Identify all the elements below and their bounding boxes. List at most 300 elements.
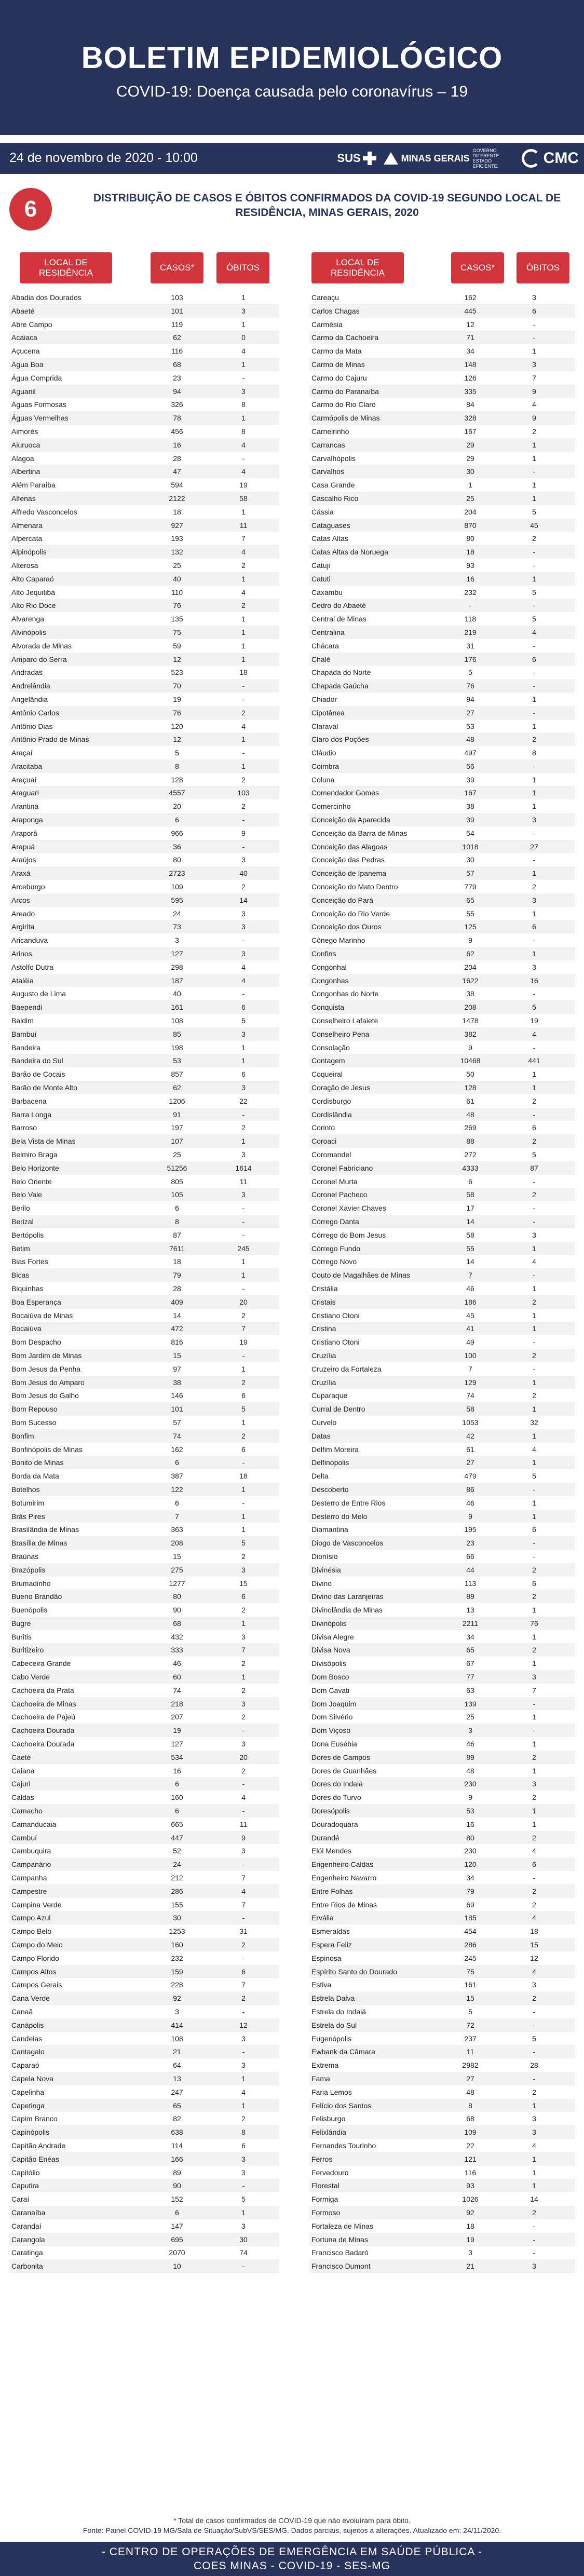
deaths-value: - [533,989,536,998]
municipality-name: Água Boa [11,360,44,369]
plus-icon [363,152,376,165]
table-row [309,2045,575,2058]
municipality-name: Conquista [311,1003,345,1012]
table-row [9,1067,279,1081]
municipality-name: Biquinhas [11,1284,44,1293]
deaths-value: 3 [241,1699,246,1708]
cases-value: 18 [466,548,474,557]
cases-value: 326 [171,400,183,409]
deaths-value: - [533,708,536,717]
deaths-value: - [533,1699,536,1708]
deaths-value: 15 [530,1941,538,1949]
footnote-source: Fonte: Painel COVID-19 MG/Sala de Situação/SubVS/SES/MG. Dados parciais, sujeitos a alterações. Atualizado em: 24/11/2020. [83,2526,501,2534]
table-row [309,2233,575,2246]
cases-value: 232 [464,588,477,596]
table-row [9,1978,279,1991]
municipality-name: Curvelo [311,1418,337,1427]
table-row [9,2072,279,2085]
municipality-name: Aguanil [11,387,36,396]
deaths-value: - [533,561,536,570]
cases-value: 24 [173,1860,181,1869]
table-row [9,1041,279,1054]
cases-value: 146 [171,1391,183,1400]
table-row [309,2219,575,2233]
cases-value: 208 [464,1003,477,1012]
municipality-name: Campo do Meio [11,1941,63,1949]
table-row [9,411,279,425]
minas-gerais-logo [384,148,514,169]
cases-value: 6 [175,1498,179,1507]
municipality-name: Araçaí [11,749,33,757]
municipality-name: Carmo de Minas [311,360,365,369]
municipality-name: Brasilândia de Minas [11,1525,79,1534]
deaths-value: 1 [241,2208,246,2217]
table-row [309,1268,575,1282]
cases-value: 103 [171,293,183,302]
deaths-value: 1 [241,762,246,770]
deaths-value: 19 [239,481,248,490]
table-row [309,1791,575,1804]
table-row [9,1416,279,1429]
deaths-value: 4 [532,628,536,636]
municipality-name: Comercinho [311,802,351,811]
cases-value: 88 [466,1137,474,1146]
municipality-name: Buritizeiro [11,1646,44,1655]
municipality-name: Cachoeira Dourada [11,1740,75,1748]
deaths-value: 2 [532,2087,536,2096]
table-row [309,612,575,626]
deaths-value: 3 [532,962,536,971]
table-row [9,1054,279,1067]
table-row [309,532,575,545]
municipality-name: Delfim Moreira [311,1445,359,1454]
deaths-value: 1 [241,1043,246,1052]
table-row [309,452,575,465]
municipality-name: Alvorada de Minas [11,641,72,650]
municipality-name: Cristais [311,1297,336,1306]
deaths-value: 4 [532,400,536,409]
deaths-value: 4 [241,2087,246,2096]
cases-value: 9 [468,1043,472,1052]
cases-value: 90 [173,1606,181,1615]
deaths-value: 4 [241,722,246,730]
cases-value: 8 [468,2101,472,2110]
deaths-value: - [242,1914,245,1922]
table-row [9,291,279,304]
municipality-name: Comendador Gomes [311,789,379,797]
municipality-name: Cabo Verde [11,1673,50,1682]
cases-value: 3 [468,2248,472,2257]
municipality-name: Águas Formosas [11,400,66,409]
deaths-value: 245 [237,1244,250,1253]
deaths-value: - [242,1954,245,1962]
deaths-value: 1 [532,1632,536,1641]
cases-value: 161 [464,1981,477,1989]
cases-value: 185 [464,1914,477,1922]
municipality-name: Abaeté [11,306,35,315]
municipality-name: Araxá [11,869,31,878]
municipality-name: Diamantina [311,1525,348,1534]
cases-value: 34 [466,1632,474,1641]
cases-value: 80 [466,534,474,543]
deaths-value: - [533,1271,536,1280]
left-table-body [9,291,279,2273]
cases-value: 966 [171,829,183,837]
deaths-value: - [533,1874,536,1882]
deaths-value: - [242,454,245,463]
cases-value: 42 [466,1431,474,1440]
deaths-value: 2 [241,1766,246,1775]
cases-value: 58 [466,1230,474,1239]
table-row [309,318,575,331]
cases-value: 105 [171,1190,183,1199]
table-row [9,1242,279,1255]
municipality-name: Carmo do Cajuru [311,373,367,382]
cases-value: 61 [466,1445,474,1454]
deaths-value: 11 [239,1177,248,1186]
municipality-name: Carandaí [11,2221,42,2230]
municipality-name: Divinolândia de Minas [311,1606,383,1615]
table-row [9,532,279,545]
deaths-value: 2 [532,1793,536,1802]
deaths-value: 1 [532,347,536,356]
municipality-name: Ervália [311,1914,334,1922]
table-row [309,1041,575,1054]
cases-value: 87 [173,1230,181,1239]
municipality-name: Conceição do Mato Dentro [311,883,398,891]
table-row [309,2259,575,2273]
municipality-name: Cajuri [11,1780,31,1788]
municipality-name: Chiador [311,695,337,703]
cases-value: 160 [171,1941,183,1949]
municipality-name: Cruzeiro da Fortaleza [311,1364,382,1373]
sus-logo [337,152,376,165]
municipality-name: Berilo [11,1204,30,1213]
deaths-value: 7 [532,1686,536,1694]
deaths-value: 2 [241,1378,246,1387]
deaths-value: 2 [532,883,536,891]
deaths-value: 103 [237,789,250,797]
municipality-name: Capitão Enéas [11,2154,59,2163]
municipality-name: Alto Rio Doce [11,601,56,610]
cases-value: 109 [464,2128,477,2137]
deaths-value: 7 [241,1324,246,1333]
table-row [9,2246,279,2259]
cases-value: 198 [171,1043,183,1052]
municipality-name: Faria Lemos [311,2087,352,2096]
municipality-name: Capitólio [11,2168,40,2177]
deaths-value: 1 [241,615,246,623]
deaths-value: 3 [532,360,536,369]
deaths-value: 4 [241,976,246,985]
cases-value: 219 [464,628,477,636]
cases-value: 101 [171,1405,183,1414]
cases-value: 247 [171,2087,183,2096]
municipality-name: Barra Longa [11,1110,52,1119]
deaths-value: 1 [532,775,536,784]
municipality-name: Cuparaque [311,1391,348,1400]
municipality-name: Barão de Monte Alto [11,1083,77,1092]
deaths-value: - [242,1498,245,1507]
table-row [9,492,279,505]
cases-value: 9 [468,1512,472,1521]
cases-value: 6 [175,2208,179,2217]
table-row [309,1094,575,1108]
municipality-name: Cláudio [311,749,336,757]
table-row [309,1550,575,1563]
report-date: 24 de novembro de 2020 - 10:00 [9,151,198,165]
cases-value: 50 [466,1070,474,1079]
table-row [9,331,279,344]
cases-value: 135 [171,615,183,623]
municipality-name: Caldas [11,1793,34,1802]
deaths-value: 6 [241,1070,246,1079]
table-row [9,639,279,653]
cases-value: - [469,601,472,610]
municipality-name: Cipotânea [311,708,345,717]
cases-value: 335 [464,387,477,396]
cases-value: 46 [173,1659,181,1668]
municipality-name: Bertópolis [11,1230,44,1239]
deaths-value: - [533,548,536,557]
municipality-name: Francisco Badaró [311,2248,369,2257]
municipality-name: Capinópolis [11,2128,50,2137]
deaths-value: 1 [532,802,536,811]
municipality-name: Cambuí [11,1833,37,1842]
table-row [309,1777,575,1791]
cases-value: 1277 [169,1579,185,1588]
municipality-name: Conceição do Pará [311,896,374,904]
cases-value: 18 [173,1257,181,1266]
deaths-value: 1 [532,2181,536,2190]
municipality-name: Coronel Pacheco [311,1190,368,1199]
cases-value: 60 [173,1673,181,1682]
table-row [309,1951,575,1965]
table-row [9,1349,279,1362]
table-row [309,639,575,653]
municipality-name: Bueno Brandão [11,1592,62,1601]
municipality-name: Arantina [11,802,39,811]
municipality-name: Águas Vermelhas [11,414,69,423]
table-row [9,2206,279,2219]
municipality-name: Córrego do Bom Jesus [311,1230,386,1239]
deaths-value: 3 [532,1673,536,1682]
table-row [309,1858,575,1871]
cases-value: 3 [468,1726,472,1735]
table-row [309,1188,575,1201]
deaths-value: - [533,2074,536,2083]
table-row [9,1402,279,1416]
table-row [309,1000,575,1014]
cases-value: 19 [173,1726,181,1735]
municipality-name: Congonhal [311,962,347,971]
municipality-name: Brasília de Minas [11,1539,67,1548]
cases-value: 816 [171,1338,183,1347]
table-row [9,1188,279,1201]
municipality-name: Bom Despacho [11,1338,61,1347]
cases-value: 64 [173,2061,181,2070]
cases-value: 2723 [169,869,185,878]
footer-line-2: COES MINAS - COVID-19 - SES-MG [194,2560,390,2572]
municipality-name: Coronel Xavier Chaves [311,1204,386,1213]
table-row [9,1603,279,1617]
deaths-value: 3 [241,923,246,931]
municipality-name: Confins [311,950,336,958]
cases-value: 28 [173,1284,181,1293]
table-row [309,545,575,559]
cases-value: 212 [171,1874,183,1882]
deaths-value: 1 [532,789,536,797]
cases-value: 74 [173,1686,181,1694]
municipality-name: Arcos [11,896,30,904]
table-row [309,1924,575,1938]
table-row [309,786,575,799]
municipality-name: Formiga [311,2195,338,2204]
cases-value: 497 [464,749,477,757]
table-row [309,1362,575,1376]
table-row [9,572,279,586]
table-row [309,773,575,787]
deaths-value: 32 [530,1418,538,1427]
deaths-value: 2 [532,534,536,543]
table-row [309,1443,575,1456]
deaths-value: - [242,695,245,703]
cases-value: 27 [466,708,474,717]
cases-value: 128 [171,775,183,784]
table-row [9,519,279,532]
table-row [309,1282,575,1295]
table-row [309,1349,575,1362]
municipality-name: Campo Azul [11,1914,51,1922]
cases-value: 61 [466,1096,474,1105]
deaths-value: 2 [532,1190,536,1199]
table-row [309,1121,575,1134]
deaths-value: 4 [241,962,246,971]
municipality-name: Catuti [311,574,331,583]
table-row [9,1643,279,1657]
municipality-name: Campina Verde [11,1900,62,1909]
table-row [9,1590,279,1603]
table-row [309,1617,575,1630]
municipality-name: Conceição das Pedras [311,856,385,864]
cases-value: 594 [171,481,183,490]
cases-value: 167 [464,427,477,436]
municipality-name: Carbonita [11,2262,43,2271]
table-row [309,893,575,907]
deaths-value: 2 [241,2114,246,2123]
deaths-value: 4 [241,440,246,449]
municipality-name: Ewbank da Câmara [311,2048,375,2056]
footer-banner [0,2542,584,2576]
deaths-value: 1 [241,293,246,302]
table-row [9,1429,279,1443]
cases-value: 7 [175,1512,179,1521]
municipality-name: Cana Verde [11,1994,50,2003]
cases-value: 161 [171,1003,183,1012]
table-row [9,1094,279,1108]
table-row [9,1710,279,1724]
table-row [309,304,575,318]
deaths-value: - [533,1338,536,1347]
municipality-name: Cruzília [311,1378,336,1387]
table-row [9,920,279,933]
deaths-value: 1 [532,1324,536,1333]
table-row [309,1751,575,1764]
municipality-name: Acaiaca [11,333,37,342]
municipality-name: Cordislândia [311,1110,352,1119]
cases-value: 52 [173,1847,181,1855]
municipality-name: Bandeira do Sul [11,1056,63,1065]
municipality-name: Botelhos [11,1485,40,1494]
deaths-value: 1 [532,1740,536,1748]
deaths-value: 9 [241,1833,246,1842]
deaths-value: - [533,682,536,690]
cases-value: 232 [171,1954,183,1962]
table-row [309,559,575,572]
table-row [309,653,575,666]
table-row [309,1496,575,1510]
deaths-value: - [533,2248,536,2257]
table-row [309,2152,575,2166]
cases-value: 82 [173,2114,181,2123]
table-row [9,1215,279,1228]
municipality-name: Espinosa [311,1954,342,1962]
deaths-value: 9 [241,829,246,837]
municipality-name: Extrema [311,2061,339,2070]
municipality-name: Aracitaba [11,762,43,770]
table-row [9,693,279,706]
table-row [309,813,575,826]
table-row [9,947,279,960]
deaths-value: 6 [241,1967,246,1976]
cases-value: 523 [171,668,183,677]
cases-value: 34 [466,347,474,356]
deaths-value: 87 [530,1163,538,1172]
deaths-value: 11 [239,1820,248,1828]
deaths-value: 2 [241,775,246,784]
cases-value: 5 [468,668,472,677]
municipality-name: Bonfinópolis de Minas [11,1445,83,1454]
table-row [9,1389,279,1402]
table-row [9,1898,279,1911]
cases-value: 53 [173,1056,181,1065]
deaths-value: 2 [241,883,246,891]
municipality-name: Astolfo Dutra [11,962,53,971]
municipality-name: Carvalhos [311,467,345,476]
table-row [309,1563,575,1577]
cases-value: 90 [173,2181,181,2190]
cases-value: 595 [171,896,183,904]
cases-value: 48 [466,735,474,744]
municipality-name: Congonhas [311,976,349,985]
table-row [9,1965,279,1978]
cases-value: 69 [466,1900,474,1909]
municipality-name: Campo Florido [11,1954,59,1962]
cmc-logo-text: CMC [543,150,579,167]
cases-value: 218 [171,1699,183,1708]
deaths-value: 6 [241,2141,246,2150]
municipality-name: Dom Viçoso [311,1726,351,1735]
table-row [309,1335,575,1349]
section-title: DISTRIBUIÇÃO DE CASOS E ÓBITOS CONFIRMADOS DA COVID-19 SEGUNDO LOCAL DE RESIDÊNCIA, MINAS GERAIS, 2020 [93,192,561,219]
cases-value: 12 [173,655,181,663]
cases-value: 89 [466,1753,474,1761]
deaths-value: 3 [241,2221,246,2230]
municipality-name: Fervedouro [311,2168,349,2177]
table-row [9,1081,279,1094]
deaths-value: - [242,1230,245,1239]
deaths-value: - [533,1552,536,1561]
